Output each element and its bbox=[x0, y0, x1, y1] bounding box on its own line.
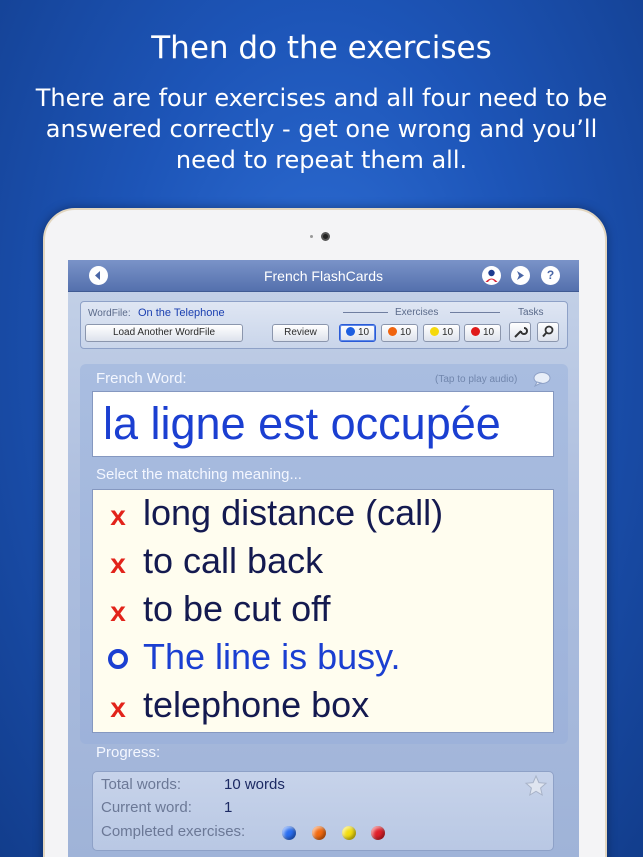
camera-icon bbox=[321, 232, 330, 241]
blue-ball-icon bbox=[346, 327, 355, 336]
completed-orange-ball-icon bbox=[312, 826, 326, 840]
wrong-x-icon: x bbox=[110, 500, 126, 531]
speech-bubble-icon[interactable] bbox=[532, 371, 552, 392]
wordfile-label: WordFile: bbox=[88, 308, 131, 319]
exercises-divider-right bbox=[450, 312, 500, 313]
app-screen bbox=[68, 260, 579, 857]
user-flag-icon[interactable] bbox=[482, 266, 501, 285]
choice-text: to be cut off bbox=[143, 588, 331, 629]
nav-bar bbox=[68, 260, 579, 292]
wordfile-toolbar bbox=[80, 301, 568, 349]
choices-list bbox=[92, 489, 554, 733]
wrong-x-icon: x bbox=[110, 596, 126, 627]
review-button[interactable]: Review bbox=[272, 324, 329, 342]
choice-item[interactable] bbox=[93, 586, 555, 634]
exercise-yellow-button[interactable]: 10 bbox=[423, 324, 460, 342]
progress-label: Progress: bbox=[96, 744, 161, 761]
choice-text: The line is busy. bbox=[143, 636, 401, 677]
tap-audio-hint[interactable]: (Tap to play audio) bbox=[435, 374, 518, 385]
star-icon[interactable] bbox=[524, 774, 548, 803]
wrench-icon[interactable] bbox=[509, 322, 531, 342]
total-words-value: 10 words bbox=[224, 776, 285, 793]
exercises-label: Exercises bbox=[395, 307, 439, 318]
wordfile-name: On the Telephone bbox=[138, 307, 225, 319]
french-word: la ligne est occupée bbox=[103, 398, 501, 449]
current-word-label: Current word: bbox=[101, 799, 192, 816]
wrong-x-icon: x bbox=[110, 692, 126, 723]
red-ball-icon bbox=[471, 327, 480, 336]
choice-item[interactable] bbox=[93, 682, 555, 730]
french-word-label: French Word: bbox=[96, 370, 187, 387]
completed-red-ball-icon bbox=[371, 826, 385, 840]
exercises-divider-left bbox=[343, 312, 388, 313]
total-words-label: Total words: bbox=[101, 776, 182, 793]
completed-blue-ball-icon bbox=[282, 826, 296, 840]
select-meaning-label: Select the matching meaning... bbox=[96, 466, 302, 483]
choice-item[interactable] bbox=[93, 490, 555, 538]
exercise-blue-button[interactable]: 10 bbox=[339, 324, 376, 342]
exercise-red-button[interactable]: 10 bbox=[464, 324, 501, 342]
choice-text: to call back bbox=[143, 540, 324, 581]
help-icon[interactable]: ? bbox=[541, 266, 560, 285]
promo-subline: There are four exercises and all four need to be answered correctly - get one wrong and you’ll need to repeat them all. bbox=[35, 84, 608, 174]
completed-yellow-ball-icon bbox=[342, 826, 356, 840]
choice-text: telephone box bbox=[143, 684, 370, 725]
current-word-value: 1 bbox=[224, 799, 233, 816]
exercise-orange-button[interactable]: 10 bbox=[381, 324, 418, 342]
load-wordfile-button[interactable]: Load Another WordFile bbox=[85, 324, 243, 342]
wrong-x-icon: x bbox=[110, 548, 126, 579]
promo-headline: Then do the exercises bbox=[151, 30, 492, 66]
choice-item[interactable] bbox=[93, 538, 555, 586]
orange-ball-icon bbox=[388, 327, 397, 336]
french-word-box[interactable] bbox=[92, 391, 554, 457]
correct-circle-icon bbox=[108, 649, 128, 669]
tasks-label: Tasks bbox=[518, 307, 544, 318]
magnifier-icon[interactable] bbox=[537, 322, 559, 342]
progress-box bbox=[92, 771, 554, 851]
share-arrow-icon[interactable] bbox=[511, 266, 530, 285]
sensor-dot bbox=[310, 235, 313, 238]
completed-exercises-label: Completed exercises: bbox=[101, 823, 246, 840]
choice-text: long distance (call) bbox=[143, 492, 444, 533]
choice-item-correct[interactable] bbox=[93, 634, 555, 682]
yellow-ball-icon bbox=[430, 327, 439, 336]
app-title: French FlashCards bbox=[263, 268, 384, 284]
